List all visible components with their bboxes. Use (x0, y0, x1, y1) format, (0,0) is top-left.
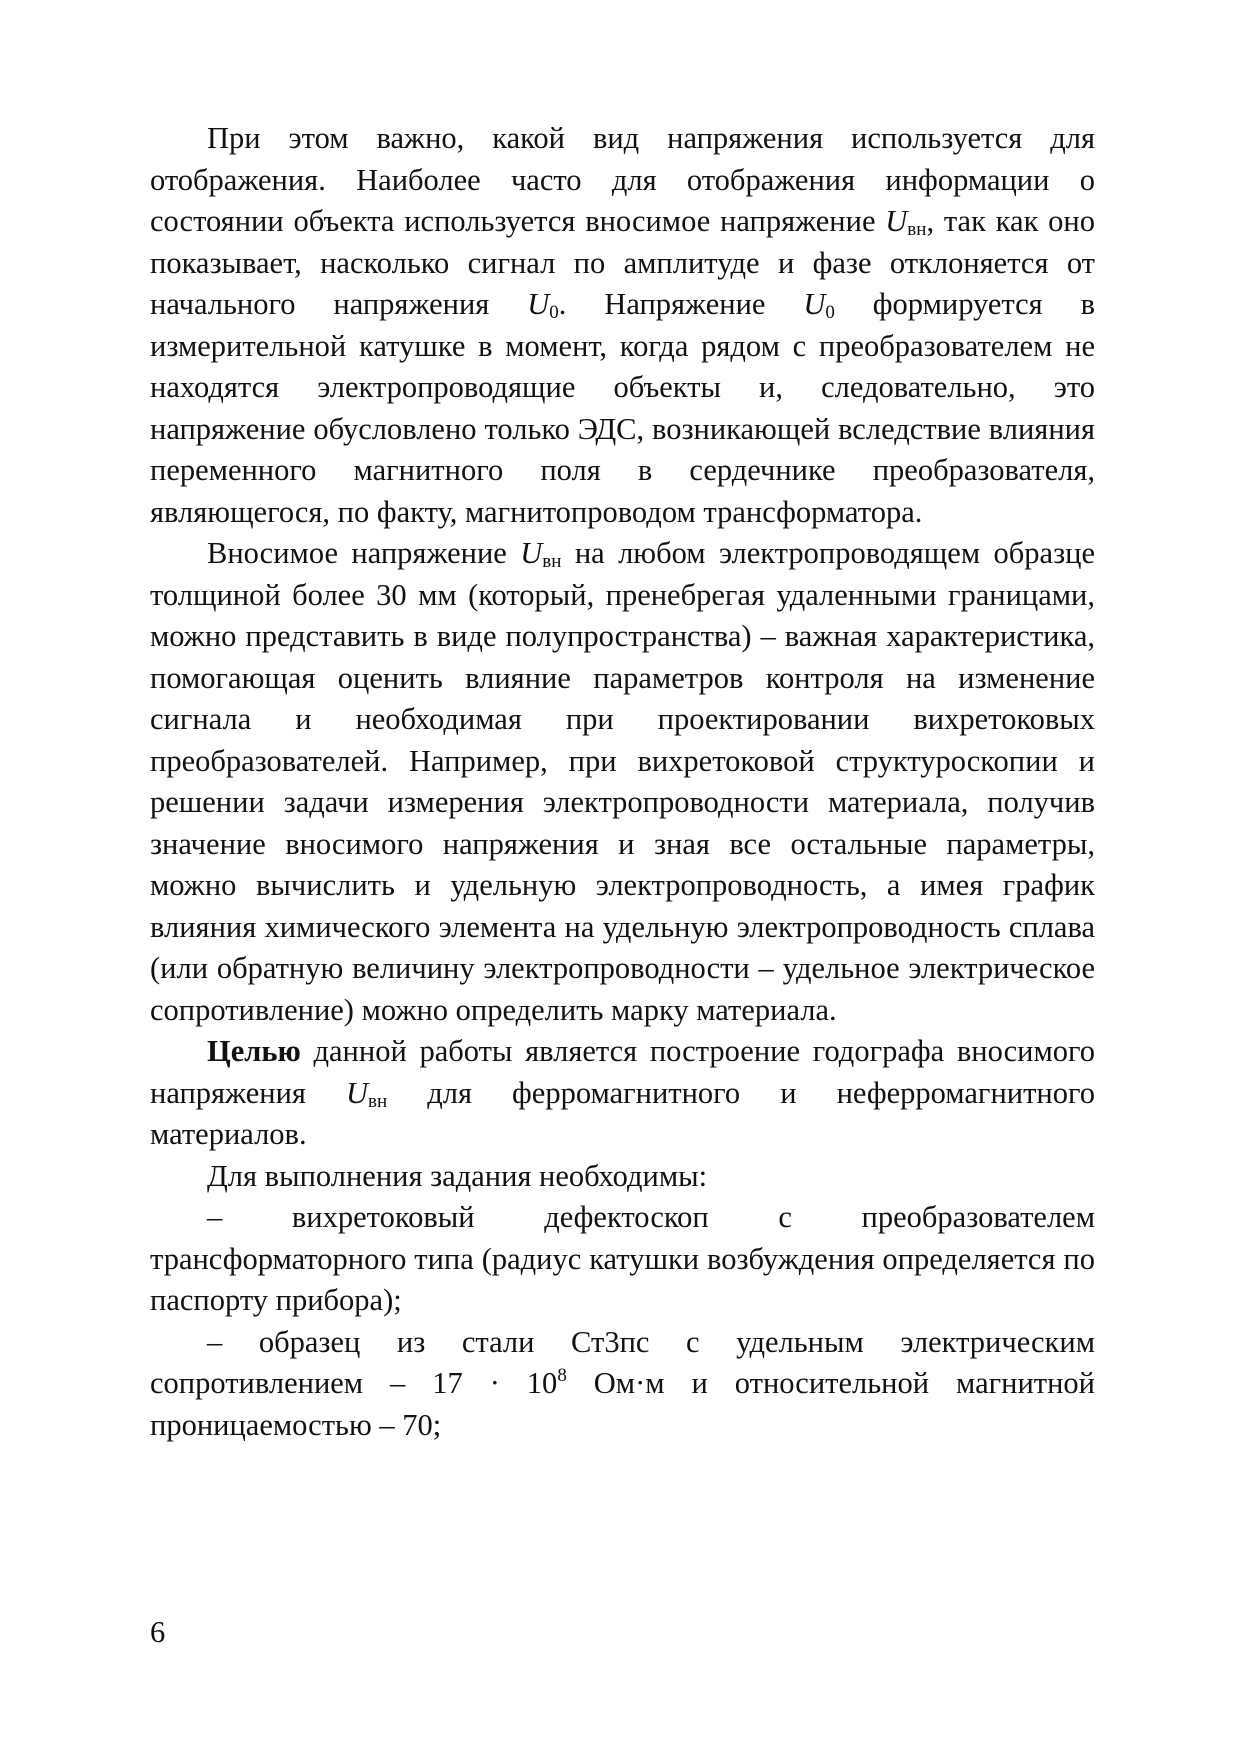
voltage-symbol: $U_{вн}$ (885, 204, 927, 240)
paragraph-1-text-3: . Напряжение (558, 287, 804, 321)
paragraph-1-text-1: При этом важно, какой вид напряжения используется для отображения. Наиболее часто для отображения информации о состоянии объекта используется вносимое напряжение (150, 121, 1095, 238)
paragraph-2-text-2: на любом электропроводящем образце толщиной более 30 мм (который, пренебрегая удаленными границами, можно представить в виде полупространства) – важная характеристика, помогающая оценить влияние параметров контроля на изменение сигнала и необходимая при проектировании вихретоковых преобразователей. Например, при вихретоковой структуроскопии и решении задачи измерения электропроводности материала, получив значение вносимого напряжения и зная все остальные параметры, можно вычислить и удельную электропроводность, а имея график влияния химического элемента на удельную электропроводность сплава (или обратную величину электропроводности – удельное электрическое сопротивление) можно определить марку материала. (150, 536, 1095, 1027)
paragraph-1-text-4: формируется в измерительной катушке в момент, когда рядом с преобразователем не находятся электропроводящие объекты и, следовательно, это напряжение обусловлено только ЭДС, возникающей вследствие влияния переменного магнитного поля в сердечнике преобразователя, являющегося, по факту, магнитопроводом трансформатора. (150, 287, 1095, 529)
paragraph-4: Для выполнения задания необходимы: (207, 1158, 708, 1193)
voltage-subscript: 0 (825, 302, 835, 323)
voltage-symbol: $U_0$ (803, 287, 835, 323)
list-item (150, 1322, 1095, 1447)
paragraph-2 (150, 533, 1095, 1031)
goal-keyword: Целью (207, 1034, 301, 1068)
voltage-subscript: 0 (549, 302, 559, 323)
voltage-subscript: вн (368, 1090, 388, 1112)
list-item: – вихретоковый дефектоскоп с преобразователем трансформаторного типа (радиус катушки возбуждения определяется по паспорту прибора); (150, 1200, 1095, 1317)
page-body (150, 118, 1095, 1446)
paragraph-3 (150, 1031, 1095, 1156)
paragraph-1 (150, 118, 1095, 533)
page-number: 6 (150, 1615, 166, 1649)
voltage-symbol: $U_0$ (527, 287, 559, 323)
voltage-symbol: $U_{вн}$ (346, 1075, 388, 1112)
paragraph-3-text-1: данной работы является построение годографа вносимого напряжения (150, 1034, 1095, 1110)
voltage-subscript: вн (542, 551, 562, 572)
paragraph-3-text-2: для ферромагнитного и неферромагнитного материалов. (150, 1075, 1095, 1151)
list-item-2-text-1: – образец из стали Ст3пс с удельным электрическим сопротивлением – 17 · 10 (150, 1324, 1095, 1400)
paragraph-2-text-1: Вносимое напряжение (207, 536, 521, 570)
voltage-symbol: $U_{вн}$ (520, 536, 562, 572)
voltage-subscript: вн (907, 219, 927, 240)
list-item-2-text-2: Ом·м и относительной магнитной проницаемостью – 70; (150, 1366, 1095, 1442)
exponent: 8 (557, 1365, 567, 1386)
paragraph-1-text-2: , так как оно показывает, насколько сигнал по амплитуде и фазе отклоняется от начального напряжения (150, 204, 1095, 321)
